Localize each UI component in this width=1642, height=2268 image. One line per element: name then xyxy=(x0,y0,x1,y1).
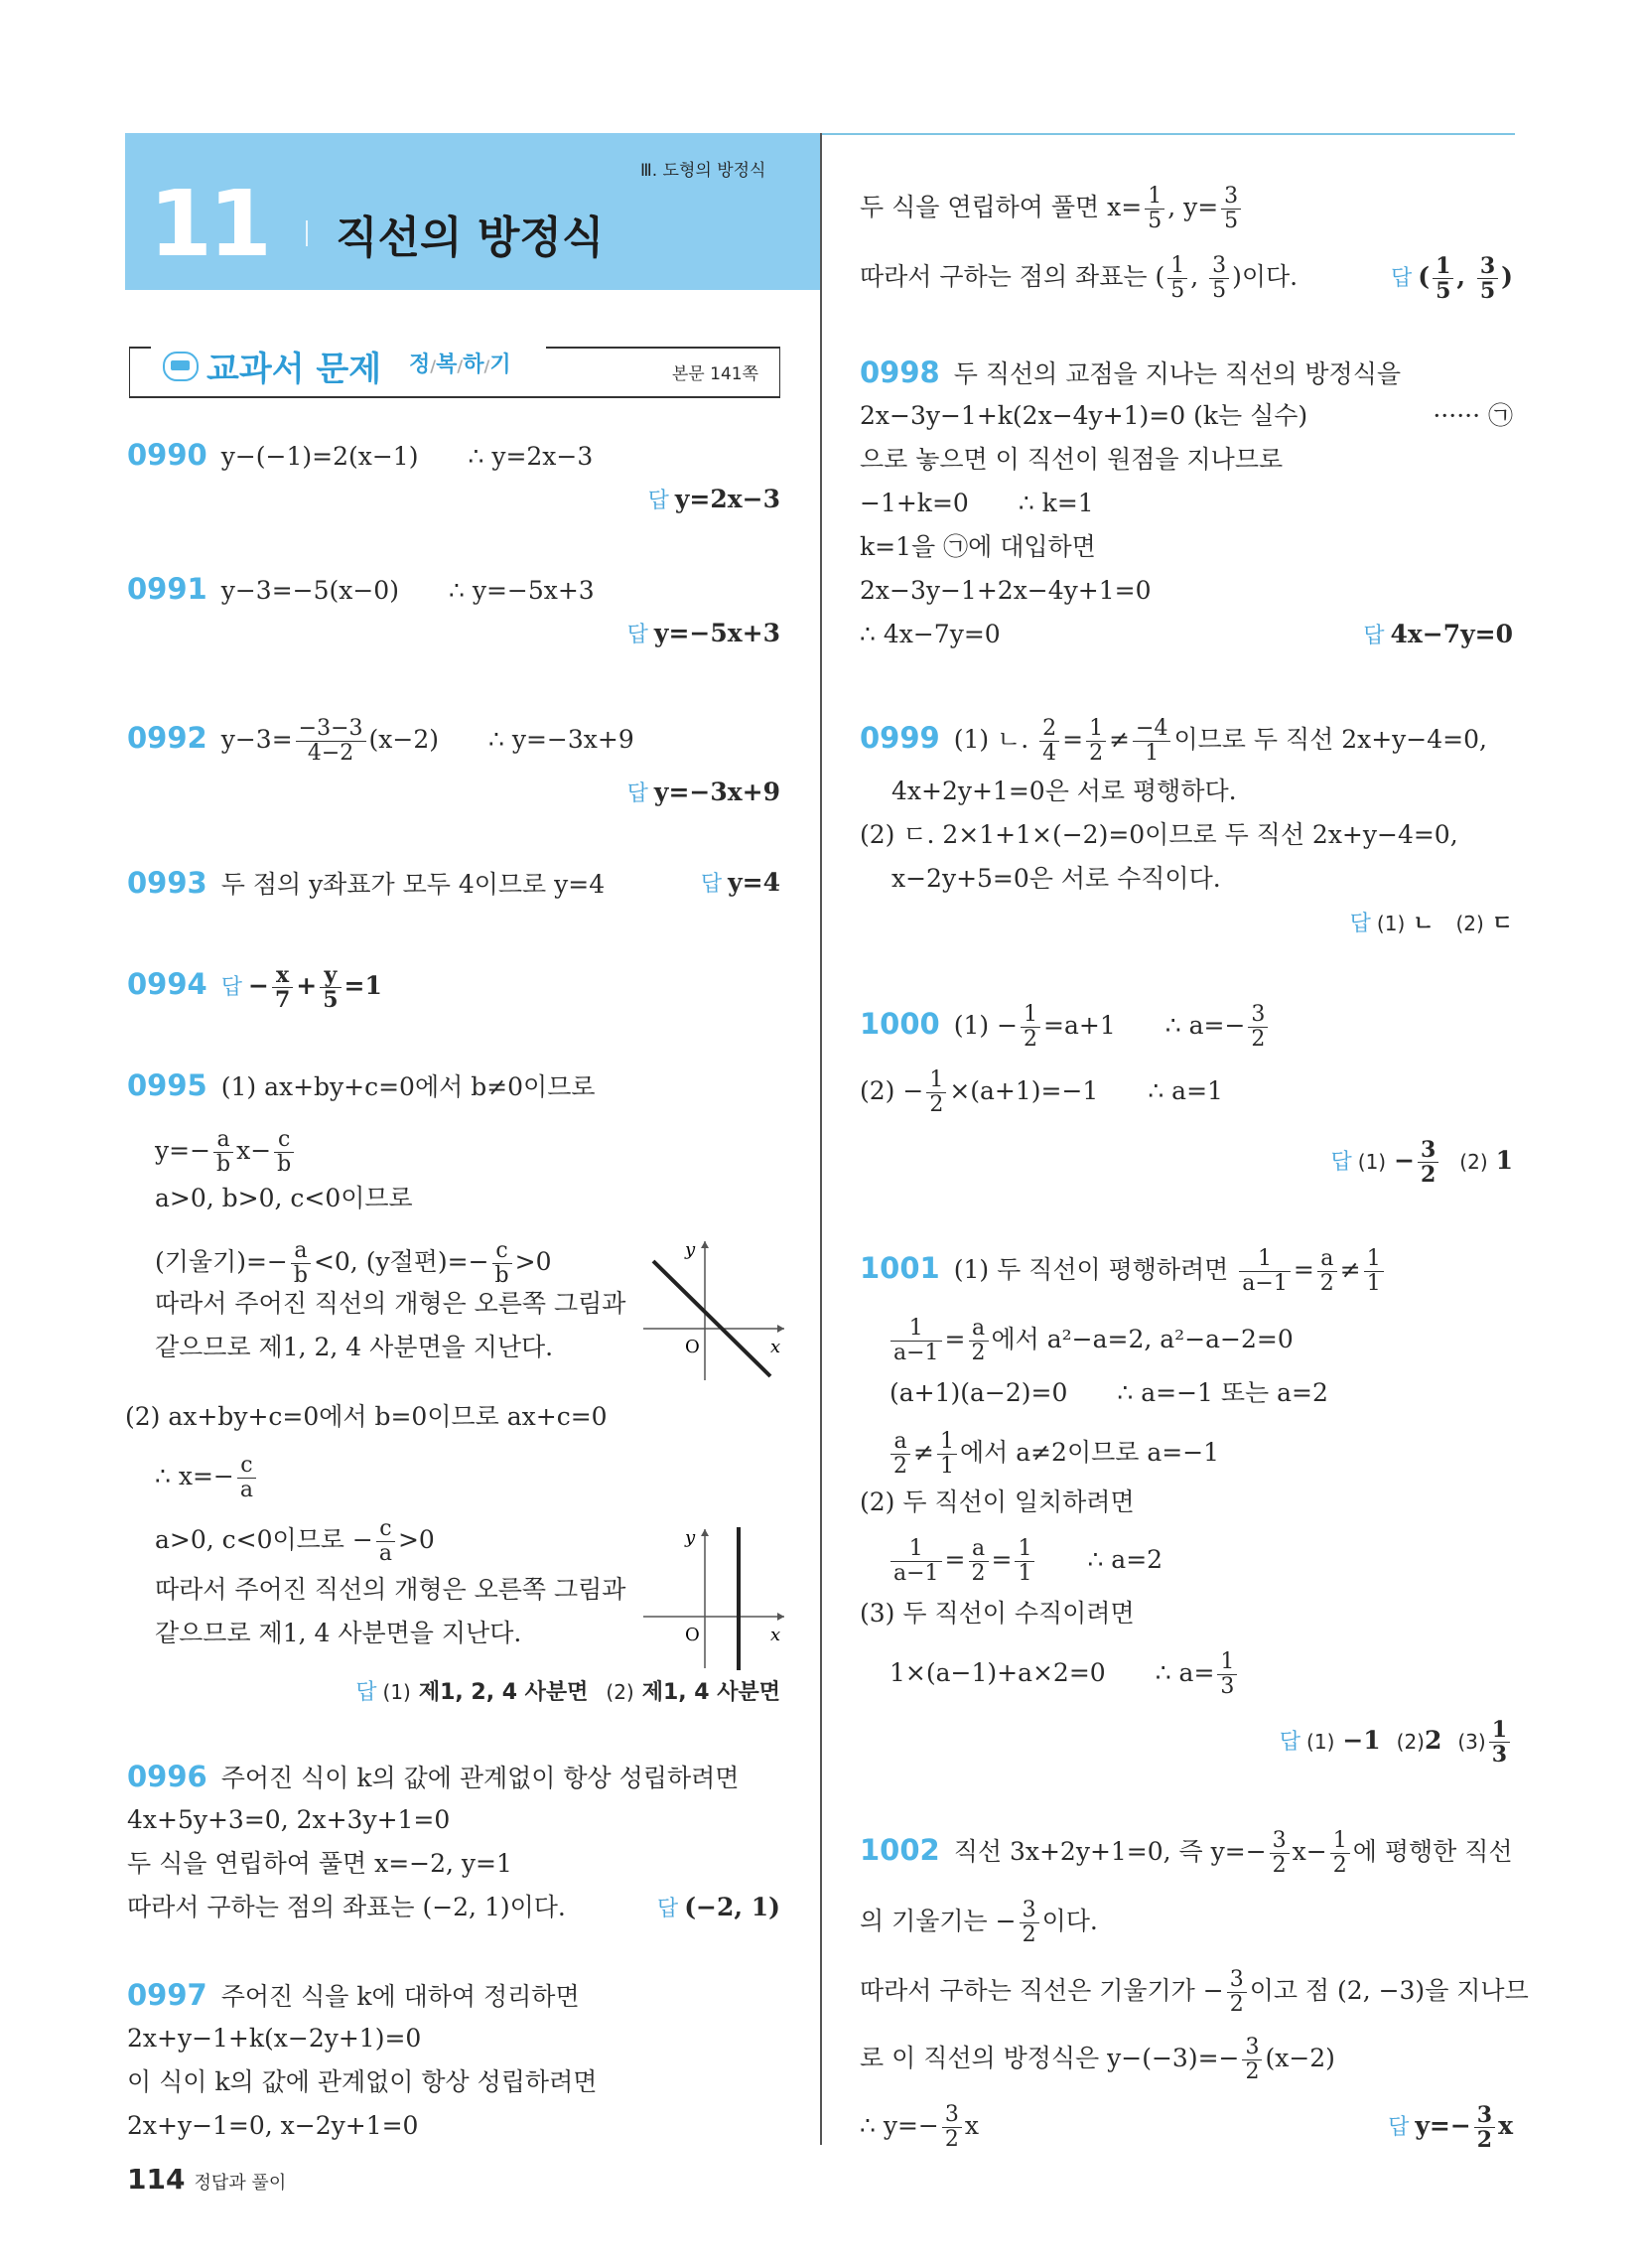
p0995-line-10: 따라서 주어진 직선의 개형은 오른쪽 그림과 xyxy=(155,1575,626,1604)
problem-0990: 0990 y−(−1)=2(x−1) ∴ y=2x−3 xyxy=(127,438,594,472)
p0995-line-2: y=− $\frac{a}{b}$ x− $\frac{c}{b}$ xyxy=(155,1128,297,1177)
graph-1-y-label: y xyxy=(685,1239,696,1260)
problem-0999: 0999 (1) ㄴ. $\frac{2}{4}$ = $\frac{1}{2}$ ≠ $\frac{-4}{1}$ 이므로 두 직선 2x+y−4=0, xyxy=(860,716,1487,766)
p0996-line-3: 두 식을 연립하여 풀면 x=−2, y=1 xyxy=(127,1849,512,1878)
answer-0993: 답 y=4 xyxy=(700,868,780,897)
problem-1000: 1000 (1) − $\frac{1}{2}$ =a+1 ∴ a=− $\frac{3}{2}$ xyxy=(860,1003,1271,1052)
page-number: 114 xyxy=(127,2163,186,2196)
p1001-line-8: 1×(a−1)+a×2=0 ∴ a= $\frac{1}{3}$ xyxy=(889,1650,1240,1699)
problem-0995: 0995 (1) ax+by+c=0에서 b≠0이므로 xyxy=(127,1068,596,1102)
graph-2-x-label: x xyxy=(770,1625,781,1645)
answer-1001: 답 (1) −1 (2)2 (3) $\frac{1}{3}$ xyxy=(1280,1718,1513,1767)
page-reference: 본문 141쪽 xyxy=(671,364,758,384)
graph-2-origin-label: O xyxy=(685,1625,700,1645)
p1001-line-7: (3) 두 직선이 수직이려면 xyxy=(860,1599,1135,1628)
p0998-line-7: ∴ 4x−7y=0 xyxy=(860,620,1001,648)
section-banner xyxy=(129,342,780,397)
answer-0990: 답 y=2x−3 xyxy=(647,485,780,513)
chapter-number: 11 xyxy=(149,171,269,277)
p0997-line-4: 2x+y−1=0, x−2y+1=0 xyxy=(127,2111,419,2140)
column-divider xyxy=(820,133,822,2145)
problem-0998: 0998 두 직선의 교점을 지나는 직선의 방정식을 xyxy=(860,355,1402,389)
title-divider xyxy=(306,220,308,246)
section-subtitle: 정/복/하/기 xyxy=(409,353,511,377)
answer-0991: 답 y=−5x+3 xyxy=(626,619,780,647)
graph-1-origin-label: O xyxy=(685,1337,700,1357)
answer-0995: 답 (1) 제1, 2, 4 사분면 (2) 제1, 4 사분면 xyxy=(355,1680,780,1705)
answer-0999: 답 (1) ㄴ (2) ㄷ xyxy=(1349,912,1513,936)
p1000-line-2: (2) − $\frac{1}{2}$ ×(a+1)=−1 ∴ a=1 xyxy=(860,1067,1223,1117)
p0997-line-3: 이 식이 k의 값에 관계없이 항상 성립하려면 xyxy=(127,2067,598,2096)
p0999-line-4: x−2y+5=0은 서로 수직이다. xyxy=(891,864,1221,893)
answer-0996: 답 (−2, 1) xyxy=(656,1893,780,1921)
p0996-line-2: 4x+5y+3=0, 2x+3y+1=0 xyxy=(127,1805,451,1834)
problem-0991: 0991 y−3=−5(x−0) ∴ y=−5x+3 xyxy=(127,572,595,606)
book-icon xyxy=(163,352,199,381)
p1002-line-3: 따라서 구하는 직선은 기울기가 − $\frac{3}{2}$ 이고 점 (2, −3)을 지나므 xyxy=(860,1967,1529,2017)
p1002-line-5: ∴ y=− $\frac{3}{2}$ x xyxy=(860,2102,979,2152)
answer-0992: 답 y=−3x+9 xyxy=(626,778,780,806)
p0998-tag: ······ ㉠ xyxy=(1433,401,1513,430)
p1001-line-5: (2) 두 직선이 일치하려면 xyxy=(860,1488,1135,1516)
p0997-line-2: 2x+y−1+k(x−2y+1)=0 xyxy=(127,2024,422,2053)
p0995-line-6: 같으므로 제1, 2, 4 사분면을 지난다. xyxy=(155,1333,554,1361)
p1001-line-4: $\frac{a}{2}$ ≠ $\frac{1}{1}$ 에서 a≠2이므로 a=−1 xyxy=(888,1430,1219,1479)
p0998-line-4: −1+k=0 ∴ k=1 xyxy=(860,489,1094,517)
p0996-line-4: 따라서 구하는 점의 좌표는 (−2, 1)이다. xyxy=(127,1893,566,1921)
p0995-line-5: 따라서 주어진 직선의 개형은 오른쪽 그림과 xyxy=(155,1289,626,1318)
footer-label: 정답과 풀이 xyxy=(194,2173,287,2194)
graph-2-quadrants xyxy=(635,1519,790,1674)
chapter-title: 직선의 방정식 xyxy=(336,213,605,263)
problem-1001: 1001 (1) 두 직선이 평행하려면 $\frac{1}{a-1}$ = $\frac{a}{2}$ ≠ $\frac{1}{1}$ xyxy=(860,1247,1387,1296)
p0998-line-6: 2x−3y−1+2x−4y+1=0 xyxy=(860,576,1152,605)
p0998-line-3: 으로 놓으면 이 직선이 원점을 지나므로 xyxy=(860,445,1284,474)
p0995-line-7: (2) ax+by+c=0에서 b=0이므로 ax+c=0 xyxy=(125,1402,608,1431)
p0995-line-3: a>0, b>0, c<0이므로 xyxy=(155,1184,413,1212)
answer-0997: 답 ( $\frac{1}{5}$ , $\frac{3}{5}$ ) xyxy=(1391,253,1513,304)
p1001-line-3: (a+1)(a−2)=0 ∴ a=−1 또는 a=2 xyxy=(889,1378,1328,1407)
graph-1-quadrants xyxy=(635,1231,790,1386)
p0998-line-2: 2x−3y−1+k(2x−4y+1)=0 (k는 실수) xyxy=(860,401,1308,430)
answer-1000: 답 (1) − $\frac{3}{2}$ (2) 1 xyxy=(1330,1137,1513,1188)
p1002-line-4: 로 이 직선의 방정식은 y−(−3)=− $\frac{3}{2}$ (x−2) xyxy=(860,2035,1335,2084)
answer-0998: 답 4x−7y=0 xyxy=(1363,620,1513,648)
graph-1-x-label: x xyxy=(770,1337,781,1357)
section-title: 교과서 문제 xyxy=(206,350,382,389)
problem-0994: 0994 답 − $\frac{x}{7}$ + $\frac{y}{5}$ =1 xyxy=(127,962,382,1013)
p1001-line-6: $\frac{1}{a-1}$ = $\frac{a}{2}$ = $\frac{1}{1}$ ∴ a=2 xyxy=(888,1537,1163,1586)
problem-0992: 0992 y−3= $\frac{-3-3}{4-2}$ (x−2) ∴ y=−3x+9 xyxy=(127,716,634,766)
top-rule xyxy=(820,133,1515,135)
graph-2-y-label: y xyxy=(685,1527,696,1548)
page-footer xyxy=(127,2163,286,2196)
problem-0997: 0997 주어진 식을 k에 대하여 정리하면 xyxy=(127,1978,580,2012)
p0999-line-3: (2) ㄷ. 2×1+1×(−2)=0이므로 두 직선 2x+y−4=0, xyxy=(860,820,1458,849)
p1002-line-2: 의 기울기는 − $\frac{3}{2}$ 이다. xyxy=(860,1898,1098,1947)
problem-0996: 0996 주어진 식이 k의 값에 관계없이 항상 성립하려면 xyxy=(127,1760,740,1793)
problem-1002: 1002 직선 3x+2y+1=0, 즉 y=− $\frac{3}{2}$ x− $\frac{1}{2}$ 에 평행한 직선 xyxy=(860,1828,1513,1878)
p0997-line-5: 두 식을 연립하여 풀면 x= $\frac{1}{5}$ , y= $\frac{3}{5}$ xyxy=(860,185,1244,233)
problem-0993: 0993 두 점의 y좌표가 모두 4이므로 y=4 xyxy=(127,866,606,900)
p1001-line-2: $\frac{1}{a-1}$ = $\frac{a}{2}$ 에서 a²−a=2, a²−a−2=0 xyxy=(888,1317,1294,1365)
p0995-line-4: (기울기)=− $\frac{a}{b}$ <0, (y절편)=− $\frac{c}{b}$ >0 xyxy=(155,1238,552,1288)
p0995-line-8: ∴ x=− $\frac{c}{a}$ xyxy=(155,1454,259,1502)
unit-label: Ⅲ. 도형의 방정식 xyxy=(640,161,766,181)
p0995-line-11: 같으므로 제1, 4 사분면을 지난다. xyxy=(155,1619,522,1647)
p0995-line-9: a>0, c<0이므로 − $\frac{c}{a}$ >0 xyxy=(155,1516,435,1566)
p0998-line-5: k=1을 ㉠에 대입하면 xyxy=(860,532,1096,561)
p0999-line-2: 4x+2y+1=0은 서로 평행하다. xyxy=(891,777,1237,805)
p0997-line-6: 따라서 구하는 점의 좌표는 ( $\frac{1}{5}$ , $\frac{3}{5}$ )이다. xyxy=(860,253,1299,303)
answer-1002: 답 y=− $\frac{3}{2}$ x xyxy=(1388,2102,1513,2153)
